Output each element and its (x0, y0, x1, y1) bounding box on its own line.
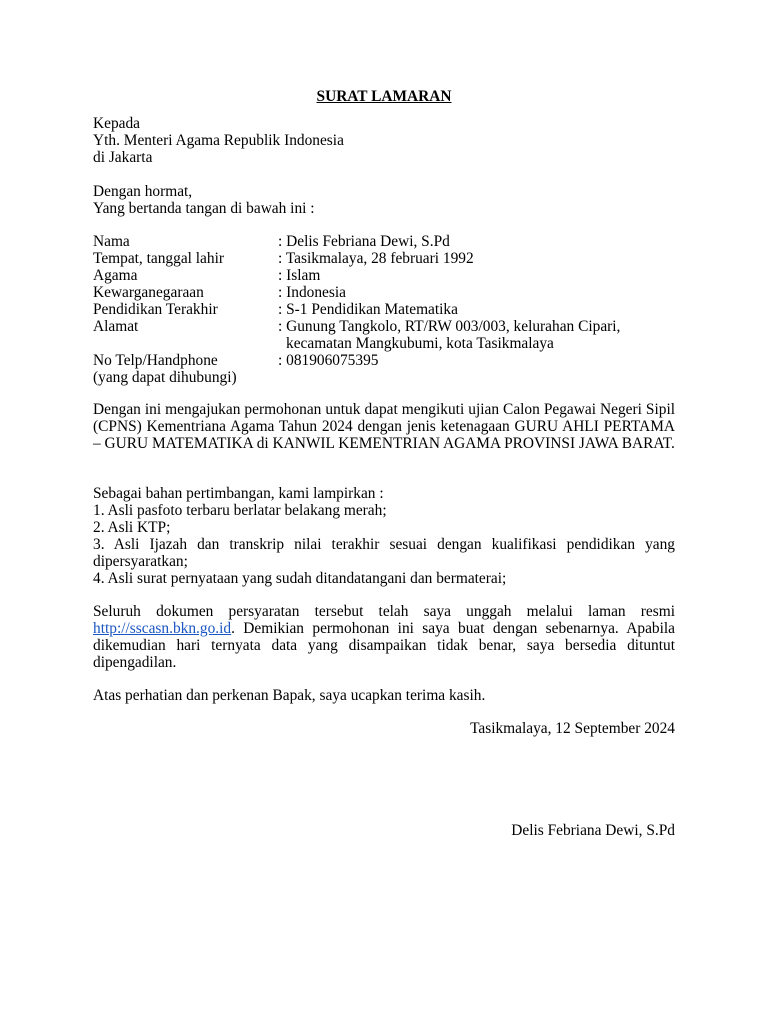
identity-row-address (93, 318, 675, 352)
request-paragraph: Dengan ini mengajukan permohonan untuk dapat mengikuti ujian Calon Pegawai Negeri Sipil (CPNS) Kementriana Agama Tahun 2024 dengan jenis ketenagaan GURU AHLI PERTAMA – GURU MATEMATIKA di KANWIL KEMENTRIAN AGAMA PROVINSI JAWA BARAT. (93, 401, 675, 452)
identity-table (93, 233, 675, 386)
identity-row-education (93, 301, 675, 318)
attachment-item-2: 2. Asli KTP; (93, 519, 171, 536)
place-date: Tasikmalaya, 12 September 2024 (470, 720, 675, 737)
identity-row-citizenship (93, 284, 675, 301)
birth-label: Tempat, tanggal lahir (93, 250, 224, 267)
identity-row-birth (93, 250, 675, 267)
religion-value: : Islam (278, 267, 321, 284)
recipient-block (93, 115, 344, 166)
documents-text-after-link: . Demikian permohonan ini saya buat dengan sebenarnya. Apabila dikemudian hari ternyata data yang disampaikan tidak benar, saya bersedia dituntut dipengadilan. (93, 620, 675, 671)
identity-row-religion (93, 267, 675, 284)
identity-row-phone (93, 352, 675, 386)
letter-page (93, 0, 675, 1024)
phone-label-line-1: No Telp/Handphone (93, 352, 218, 369)
citizenship-value: : Indonesia (278, 284, 346, 301)
letter-title: SURAT LAMARAN (316, 88, 452, 105)
identity-row-name (93, 233, 675, 250)
citizenship-label: Kewarganegaraan (93, 284, 204, 301)
name-label: Nama (93, 233, 130, 250)
recipient-line-2: Yth. Menteri Agama Republik Indonesia (93, 132, 344, 149)
address-value-line-1: : Gunung Tangkolo, RT/RW 003/003, kelurahan Cipari, (278, 318, 621, 335)
phone-value: : 081906075395 (278, 352, 379, 369)
greeting: Dengan hormat, (93, 183, 193, 200)
religion-label: Agama (93, 267, 138, 284)
attachments-block (93, 485, 675, 587)
attachment-item-1: 1. Asli pasfoto terbaru berlatar belakang merah; (93, 502, 387, 519)
opening-block (93, 183, 315, 217)
sscasn-link[interactable]: http://sscasn.bkn.go.id (93, 620, 232, 637)
recipient-line-3: di Jakarta (93, 149, 153, 166)
documents-text-before-link: Seluruh dokumen persyaratan tersebut telah saya unggah melalui laman resmi (93, 603, 675, 620)
address-label: Alamat (93, 318, 139, 335)
birth-value: : Tasikmalaya, 28 februari 1992 (278, 250, 474, 267)
closing-text: Atas perhatian dan perkenan Bapak, saya ucapkan terima kasih. (93, 687, 486, 704)
attachment-item-3: 3. Asli Ijazah dan transkrip nilai terakhir sesuai dengan kualifikasi pendidikan yang dipersyaratkan; (93, 536, 675, 570)
documents-paragraph (93, 603, 675, 671)
signer-name: Delis Febriana Dewi, S.Pd (511, 822, 675, 839)
address-value-line-2: kecamatan Mangkubumi, kota Tasikmalaya (286, 335, 554, 352)
name-value: : Delis Febriana Dewi, S.Pd (278, 233, 450, 250)
phone-label-line-2: (yang dapat dihubungi) (93, 369, 237, 386)
attachments-intro: Sebagai bahan pertimbangan, kami lampirkan : (93, 485, 384, 502)
recipient-line-1: Kepada (93, 115, 140, 132)
intro-text: Yang bertanda tangan di bawah ini : (93, 200, 315, 217)
attachment-item-4: 4. Asli surat pernyataan yang sudah ditandatangani dan bermaterai; (93, 570, 507, 587)
education-label: Pendidikan Terakhir (93, 301, 218, 318)
education-value: : S-1 Pendidikan Matematika (278, 301, 458, 318)
